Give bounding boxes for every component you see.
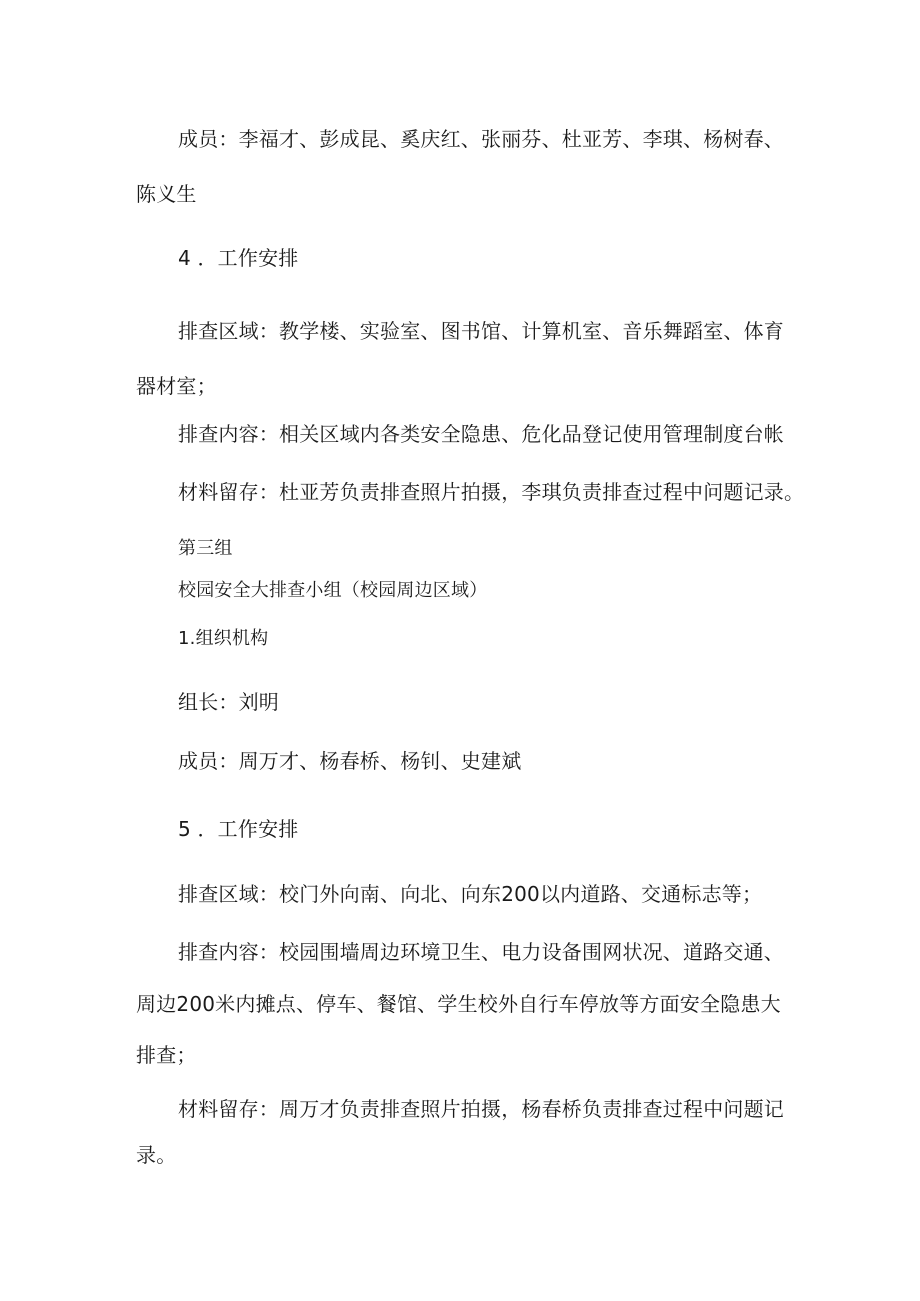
content-line-3: 周边200米内摊点、停车、餐馆、学生校外自行车停放等方面安全隐患大 xyxy=(136,992,781,1016)
materials-line: 材料留存：杜亚芳负责排查照片拍摄，李琪负责排查过程中问题记录。 xyxy=(178,480,805,504)
area-line-2: 器材室； xyxy=(136,374,217,398)
group-subtitle: 校园安全大排查小组（校园周边区域） xyxy=(178,580,488,601)
content-line: 排查内容：相关区域内各类安全隐患、危化品登记使用管理制度台帐 xyxy=(178,422,784,446)
organization-heading: 1.组织机构 xyxy=(178,628,269,649)
members-line-1: 成员：李福才、彭成昆、奚庆红、张丽芬、杜亚芳、李琪、杨树春、 xyxy=(178,127,784,151)
section-heading-5: 5 ．工作安排 xyxy=(178,817,299,841)
section-heading-4: 4 ．工作安排 xyxy=(178,246,299,270)
members-line-3: 成员：周万才、杨春桥、杨钊、史建斌 xyxy=(178,749,522,773)
leader-line: 组长：刘明 xyxy=(178,690,279,714)
area-line-1: 排查区域：教学楼、实验室、图书馆、计算机室、音乐舞蹈室、体育 xyxy=(178,319,784,343)
area-line-3: 排查区域：校门外向南、向北、向东200以内道路、交通标志等； xyxy=(178,882,763,906)
group-title: 第三组 xyxy=(178,538,233,559)
content-line-4: 排查； xyxy=(136,1043,197,1067)
materials-line-3: 录。 xyxy=(136,1143,177,1167)
materials-line-2: 材料留存：周万才负责排查照片拍摄，杨春桥负责排查过程中问题记 xyxy=(178,1097,784,1121)
members-line-2: 陈义生 xyxy=(136,182,197,206)
content-line-2: 排查内容：校园围墙周边环境卫生、电力设备围网状况、道路交通、 xyxy=(178,940,784,964)
